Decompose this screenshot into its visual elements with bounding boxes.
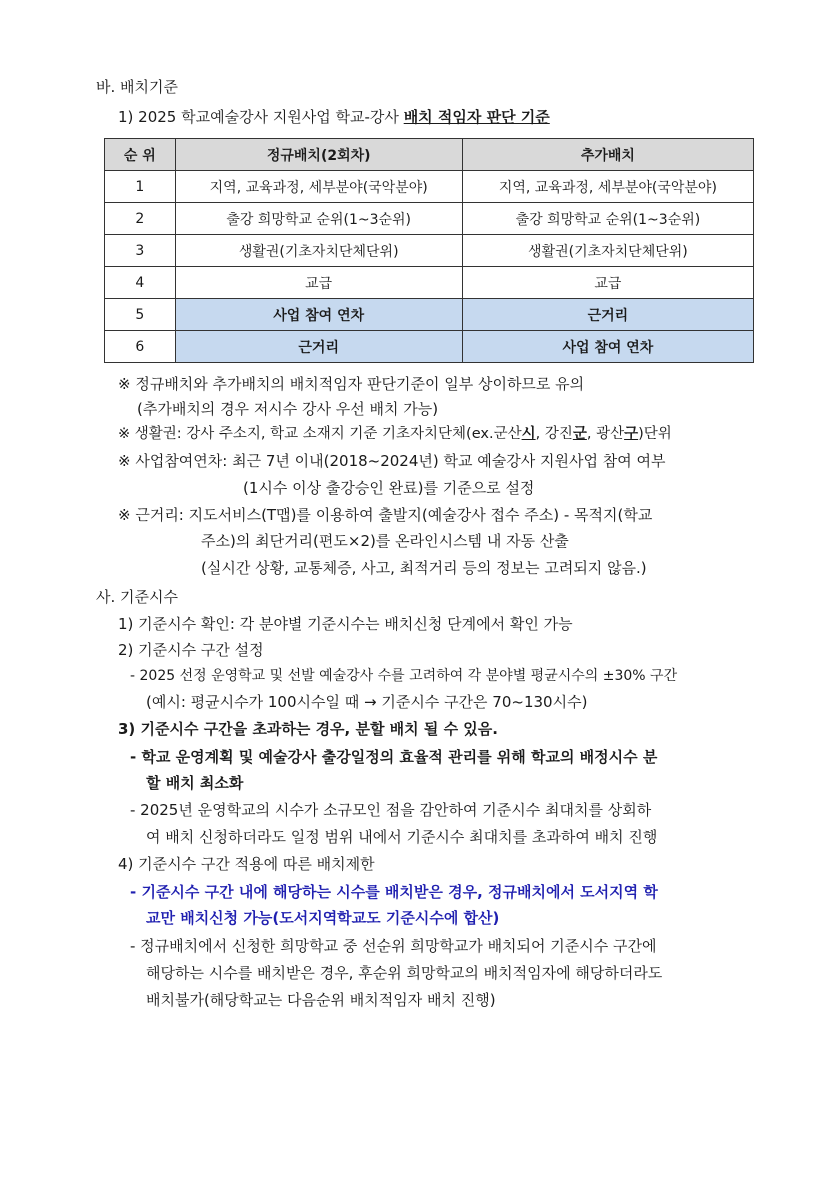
note-living-area-gu: 구 xyxy=(624,426,639,442)
table-row xyxy=(105,235,754,267)
item-3a-line2: 할 배치 최소화 xyxy=(146,774,244,792)
criteria-subtitle xyxy=(118,107,550,127)
table-row xyxy=(105,171,754,203)
cell-rank: 2 xyxy=(105,203,176,235)
note-living-area-mid2: , 광산 xyxy=(586,426,625,442)
section-sa-title: 사. 기준시수 xyxy=(96,588,178,606)
table-row xyxy=(105,331,754,363)
item-1: 1) 기준시수 확인: 각 분야별 기준시수는 배치신청 단계에서 확인 가능 xyxy=(118,615,573,633)
cell-regular: 근거리 xyxy=(175,331,462,363)
criteria-subtitle-text: 1) 2025 학교예술강사 지원사업 학교-강사 xyxy=(118,108,404,126)
item-4a-line2: 교만 배치신청 가능(도서지역학교도 기준시수에 합산) xyxy=(146,909,500,927)
table-header-row xyxy=(105,139,754,171)
item-2b: (예시: 평균시수가 100시수일 때 → 기준시수 구간은 70~130시수) xyxy=(146,693,588,711)
note-living-area-gun: 군 xyxy=(572,426,587,442)
note-placement-difference: ※ 정규배치와 추가배치의 배치적임자 판단기준이 일부 상이하므로 유의 xyxy=(118,375,585,393)
item-4b-line2: 해당하는 시수를 배치받은 경우, 후순위 희망학교의 배치적임자에 해당하더라도 xyxy=(146,964,663,982)
cell-additional: 생활권(기초자치단체단위) xyxy=(462,235,753,267)
item-3b-line2: 여 배치 신청하더라도 일정 범위 내에서 기준시수 최대치를 초과하여 배치 진행 xyxy=(146,828,658,846)
cell-regular: 지역, 교육과정, 세부분야(국악분야) xyxy=(175,171,462,203)
note-short-distance-caveat: (실시간 상황, 교통체증, 사고, 최적거리 등의 정보는 고려되지 않음.) xyxy=(201,559,647,577)
cell-additional: 출강 희망학교 순위(1~3순위) xyxy=(462,203,753,235)
item-4: 4) 기준시수 구간 적용에 따른 배치제한 xyxy=(118,855,375,873)
table-row xyxy=(105,203,754,235)
note-short-distance: ※ 근거리: 지도서비스(T맵)를 이용하여 출발지(예술강사 접수 주소) - 목적지(학교 xyxy=(118,506,653,524)
note-living-area-text: ※ 생활권: 강사 주소지, 학교 소재지 기준 기초자치단체(ex.군산 xyxy=(118,426,522,442)
cell-additional: 사업 참여 연차 xyxy=(462,331,753,363)
item-3: 3) 기준시수 구간을 초과하는 경우, 분할 배치 될 수 있음. xyxy=(118,720,498,738)
note-placement-difference-detail: (추가배치의 경우 저시수 강사 우선 배치 가능) xyxy=(137,400,439,418)
item-3b-line1: - 2025년 운영학교의 시수가 소규모인 점을 감안하여 기준시수 최대치를 상회하 xyxy=(130,801,652,819)
table-row xyxy=(105,299,754,331)
note-living-area-si: 시 xyxy=(521,426,536,442)
cell-rank: 3 xyxy=(105,235,176,267)
note-living-area xyxy=(118,424,672,444)
item-2a: - 2025 선정 운영학교 및 선발 예술강사 수를 고려하여 각 분야별 평균시수의 ±30% 구간 xyxy=(130,668,678,684)
cell-additional: 교급 xyxy=(462,267,753,299)
cell-additional: 지역, 교육과정, 세부분야(국악분야) xyxy=(462,171,753,203)
cell-rank: 4 xyxy=(105,267,176,299)
note-living-area-post: )단위 xyxy=(638,426,672,442)
item-4a-line1: - 기준시수 구간 내에 해당하는 시수를 배치받은 경우, 정규배치에서 도서지역 학 xyxy=(130,883,658,901)
item-2: 2) 기준시수 구간 설정 xyxy=(118,641,264,659)
header-additional: 추가배치 xyxy=(462,139,753,171)
criteria-subtitle-emphasis: 배치 적임자 판단 기준 xyxy=(403,108,550,126)
header-rank: 순 위 xyxy=(105,139,176,171)
note-living-area-mid1: , 강진 xyxy=(535,426,573,442)
cell-rank: 5 xyxy=(105,299,176,331)
note-short-distance-detail: 주소)의 최단거리(편도×2)를 온라인시스템 내 자동 산출 xyxy=(201,532,569,550)
cell-additional: 근거리 xyxy=(462,299,753,331)
note-participation-years: ※ 사업참여연차: 최근 7년 이내(2018~2024년) 학교 예술강사 지원사업 참여 여부 xyxy=(118,452,666,470)
cell-rank: 6 xyxy=(105,331,176,363)
item-4b-line3: 배치불가(해당학교는 다음순위 배치적임자 배치 진행) xyxy=(146,991,496,1009)
cell-regular: 사업 참여 연차 xyxy=(175,299,462,331)
cell-regular: 출강 희망학교 순위(1~3순위) xyxy=(175,203,462,235)
item-4b-line1: - 정규배치에서 신청한 희망학교 중 선순위 희망학교가 배치되어 기준시수 구간에 xyxy=(130,937,657,955)
cell-regular: 생활권(기초자치단체단위) xyxy=(175,235,462,267)
cell-rank: 1 xyxy=(105,171,176,203)
placement-criteria-table xyxy=(104,138,754,363)
header-regular: 정규배치(2회차) xyxy=(175,139,462,171)
section-ba-title: 바. 배치기준 xyxy=(96,78,178,96)
cell-regular: 교급 xyxy=(175,267,462,299)
note-participation-years-detail: (1시수 이상 출강승인 완료)를 기준으로 설정 xyxy=(243,479,535,497)
item-3a-line1: - 학교 운영계획 및 예술강사 출강일정의 효율적 관리를 위해 학교의 배정시수 분 xyxy=(130,748,658,766)
table-row xyxy=(105,267,754,299)
